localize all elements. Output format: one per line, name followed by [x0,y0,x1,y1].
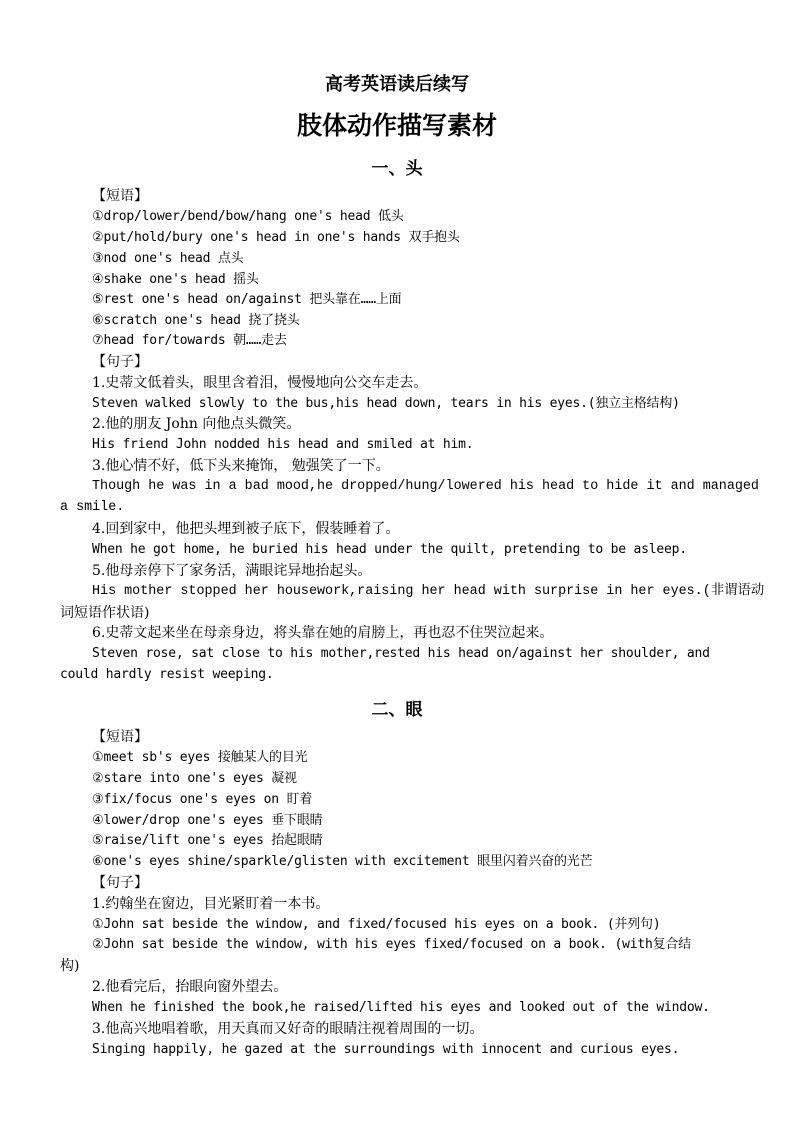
phrase-item: ②stare into one's eyes 凝视 [92,771,297,786]
phrase-item: ⑦head for/towards 朝……走去 [92,333,287,348]
sentence-chinese: 2.他的朋友 John 向他点头微笑。 [92,416,301,432]
phrase-item: ③nod one's head 点头 [92,251,244,266]
sentence-chinese: 1.史蒂文低着头，眼里含着泪，慢慢地向公交车走去。 [92,375,428,391]
phrase-item: ④lower/drop one's eyes 垂下眼睛 [92,813,323,828]
sentence-english: Steven rose, sat close to his mother,rested his head on/against her shoulder, and [92,646,710,661]
phrase-item: ①meet sb's eyes 接触某人的目光 [92,750,308,765]
phrase-item: ①drop/lower/bend/bow/hang one's head 低头 [92,209,404,224]
sentence-english: ①John sat beside the window, and fixed/focused his eyes on a book. (并列句) [92,917,661,932]
sentence-english-continued: 构) [60,958,80,974]
sentence-english-continued: a smile. [60,500,125,515]
sentence-english: Singing happily, he gazed at the surroundings with innocent and curious eyes. [92,1042,680,1057]
sentence-english: ②John sat beside the window, with his eyes fixed/focused on a book. (with复合结 [92,937,691,952]
sentence-chinese: 5.他母亲停下了家务活，满眼诧异地抬起头。 [92,563,372,579]
section-heading-head: 一、头 [371,159,423,179]
sentence-english: When he got home, he buried his head under the quilt, pretending to be asleep. [92,542,687,557]
phrase-item: ④shake one's head 摇头 [92,272,259,287]
sentences-label: 【句子】 [92,354,148,370]
phrase-item: ②put/hold/bury one's head in one's hands 双手抱头 [92,230,460,245]
sentence-chinese: 4.回到家中，他把头埋到被子底下，假装睡着了。 [92,521,400,537]
sentence-english: His mother stopped her housework,raising her head with surprise in her eyes.(非谓语动 [92,584,765,599]
phrase-item: ③fix/focus one's eyes on 盯着 [92,792,313,807]
document-title: 高考英语读后续写 [325,74,469,95]
sentences-label: 【句子】 [92,875,148,891]
sentence-chinese: 3.他高兴地唱着歌，用天真而又好奇的眼睛注视着周围的一切。 [92,1021,484,1037]
phrase-item: ⑥scratch one's head 挠了挠头 [92,313,300,328]
phrase-item: ⑤rest one's head on/against 把头靠在……上面 [92,292,402,307]
sentence-chinese: 1.约翰坐在窗边，目光紧盯着一本书。 [92,896,330,912]
sentence-english-continued: 词短语作状语) [60,605,150,621]
sentence-chinese: 6.史蒂文起来坐在母亲身边，将头靠在她的肩膀上，再也忍不住哭泣起来。 [92,625,554,641]
sentence-english: Steven walked slowly to the bus,his head down, tears in his eyes.(独立主格结构) [92,396,680,411]
phrases-label: 【短语】 [92,188,148,204]
sentence-english: His friend John nodded his head and smiled at him. [92,437,474,452]
sentence-chinese: 3.他心情不好，低下头来掩饰， 勉强笑了一下。 [92,458,390,474]
phrase-item: ⑥one's eyes shine/sparkle/glisten with excitement 眼里闪着兴奋的光芒 [92,854,593,869]
section-heading-eyes: 二、眼 [371,700,423,720]
sentence-english: When he finished the book,he raised/lifted his eyes and looked out of the window. [92,1000,710,1015]
sentence-chinese: 2.他看完后，抬眼向窗外望去。 [92,979,288,995]
phrase-item: ⑤raise/lift one's eyes 抬起眼睛 [92,833,323,848]
document-subtitle: 肢体动作描写素材 [296,111,497,140]
phrases-label: 【短语】 [92,729,148,745]
sentence-english-continued: could hardly resist weeping. [60,667,274,682]
sentence-english: Though he was in a bad mood,he dropped/hung/lowered his head to hide it and managed [92,479,759,494]
